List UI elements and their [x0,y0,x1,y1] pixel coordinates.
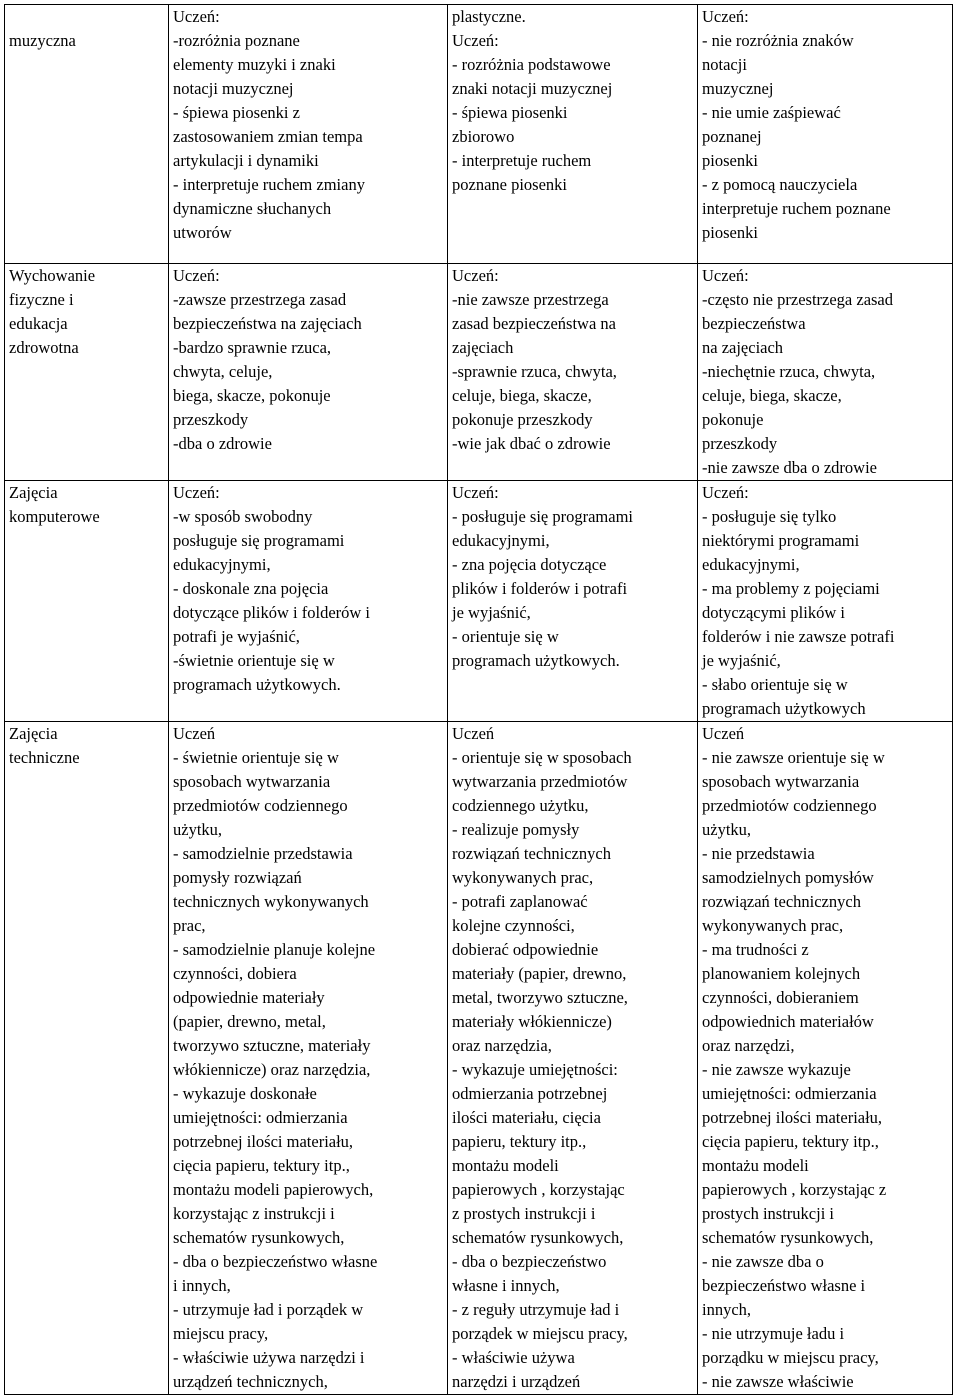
criteria-cell: Uczeń: - posługuje się tylko niektórymi programami edukacyjnymi, - ma problemy z pojęciami dotyczącymi plików i folderów i nie zawsze potrafi je wyjaśnić, - słabo orientuje się w programach użytkowych [698,481,953,722]
table-row [5,264,953,481]
table-row [5,722,953,1395]
carryover-text: plastyczne. [452,7,526,26]
criteria-cell: Uczeń: -w sposób swobodny posługuje się programami edukacyjnymi, - doskonale zna pojęcia dotyczące plików i folderów i potrafi je wyjaśnić, -świetnie orientuje się w programach użytkowych. [169,481,448,722]
criteria-cell: Uczeń: -nie zawsze przestrzega zasad bezpieczeństwa na zajęciach -sprawnie rzuca, chwyta, celuje, biega, skacze, pokonuje przeszkody -wie jak dbać o zdrowie [448,264,698,481]
criteria-cell: Uczeń - świetnie orientuje się w sposobach wytwarzania przedmiotów codziennego użytku, - samodzielnie przedstawia pomysły rozwiązań technicznych wykonywanych prac, - samodzielnie planuje kolejne czynności, dobiera odpowiednie materiały (papier, drewno, metal, tworzywo sztuczne, materiały włókiennicze) oraz narzędzia, - wykazuje doskonałe umiejętności: odmierzania potrzebnej ilości materiału, cięcia papieru, tektury itp., montażu modeli papierowych, korzystając z instrukcji i schematów rysunkowych, - dba o bezpieczeństwo własne i innych, - utrzymuje ład i porządek w miejscu pracy, - właściwie używa narzędzi i urządzeń technicznych, [169,722,448,1395]
grading-criteria-table [4,4,953,1395]
subject-cell: Wychowanie fizyczne i edukacja zdrowotna [5,264,169,481]
criteria-cell: Uczeń - orientuje się w sposobach wytwarzania przedmiotów codziennego użytku, - realizuje pomysły rozwiązań technicznych wykonywanych prac, - potrafi zaplanować kolejne czynności, dobierać odpowiednie materiały (papier, drewno, metal, tworzywo sztuczne, materiały włókiennicze) oraz narzędzia, - wykazuje umiejętności: odmierzania potrzebnej ilości materiału, cięcia papieru, tektury itp., montażu modeli papierowych , korzystając z prostych instrukcji i schematów rysunkowych, - dba o bezpieczeństwo własne i innych, - z reguły utrzymuje ład i porządek w miejscu pracy, - właściwie używa narzędzi i urządzeń [448,722,698,1395]
criteria-cell: Uczeń: -rozróżnia poznane elementy muzyki i znaki notacji muzycznej - śpiewa piosenki z zastosowaniem zmian tempa artykulacji i dynamiki - interpretuje ruchem zmiany dynamiczne słuchanych utworów [169,5,448,264]
subject-cell: Zajęcia techniczne [5,722,169,1395]
criteria-cell: Uczeń: -zawsze przestrzega zasad bezpieczeństwa na zajęciach -bardzo sprawnie rzuca, chwyta, celuje, biega, skacze, pokonuje przeszkody -dba o zdrowie [169,264,448,481]
subject-cell: Zajęcia komputerowe [5,481,169,722]
table-row [5,481,953,722]
criteria-cell: Uczeń - nie zawsze orientuje się w sposobach wytwarzania przedmiotów codziennego użytku, - nie przedstawia samodzielnych pomysłów rozwiązań technicznych wykonywanych prac, - ma trudności z planowaniem kolejnych czynności, dobieraniem odpowiednich materiałów oraz narzędzi, - nie zawsze wykazuje umiejętności: odmierzania potrzebnej ilości materiału, cięcia papieru, tektury itp., montażu modeli papierowych , korzystając z prostych instrukcji i schematów rysunkowych, - nie zawsze dba o bezpieczeństwo własne i innych, - nie utrzymuje ładu i porządku w miejscu pracy, - nie zawsze właściwie [698,722,953,1395]
criteria-cell: Uczeń: -często nie przestrzega zasad bezpieczeństwa na zajęciach -niechętnie rzuca, chwyta, celuje, biega, skacze, pokonuje przeszkody -nie zawsze dba o zdrowie [698,264,953,481]
subject-cell: muzyczna [5,5,169,264]
table-row [5,5,953,264]
criteria-cell: Uczeń: - nie rozróżnia znaków notacji muzycznej - nie umie zaśpiewać poznanej piosenki - z pomocą nauczyciela interpretuje ruchem poznane piosenki [698,5,953,264]
criteria-cell: Uczeń: - posługuje się programami edukacyjnymi, - zna pojęcia dotyczące plików i folderów i potrafi je wyjaśnić, - orientuje się w programach użytkowych. [448,481,698,722]
criteria-cell: plastyczne. Uczeń: - rozróżnia podstawowe znaki notacji muzycznej - śpiewa piosenki zbiorowo - interpretuje ruchem poznane piosenki [448,5,698,264]
